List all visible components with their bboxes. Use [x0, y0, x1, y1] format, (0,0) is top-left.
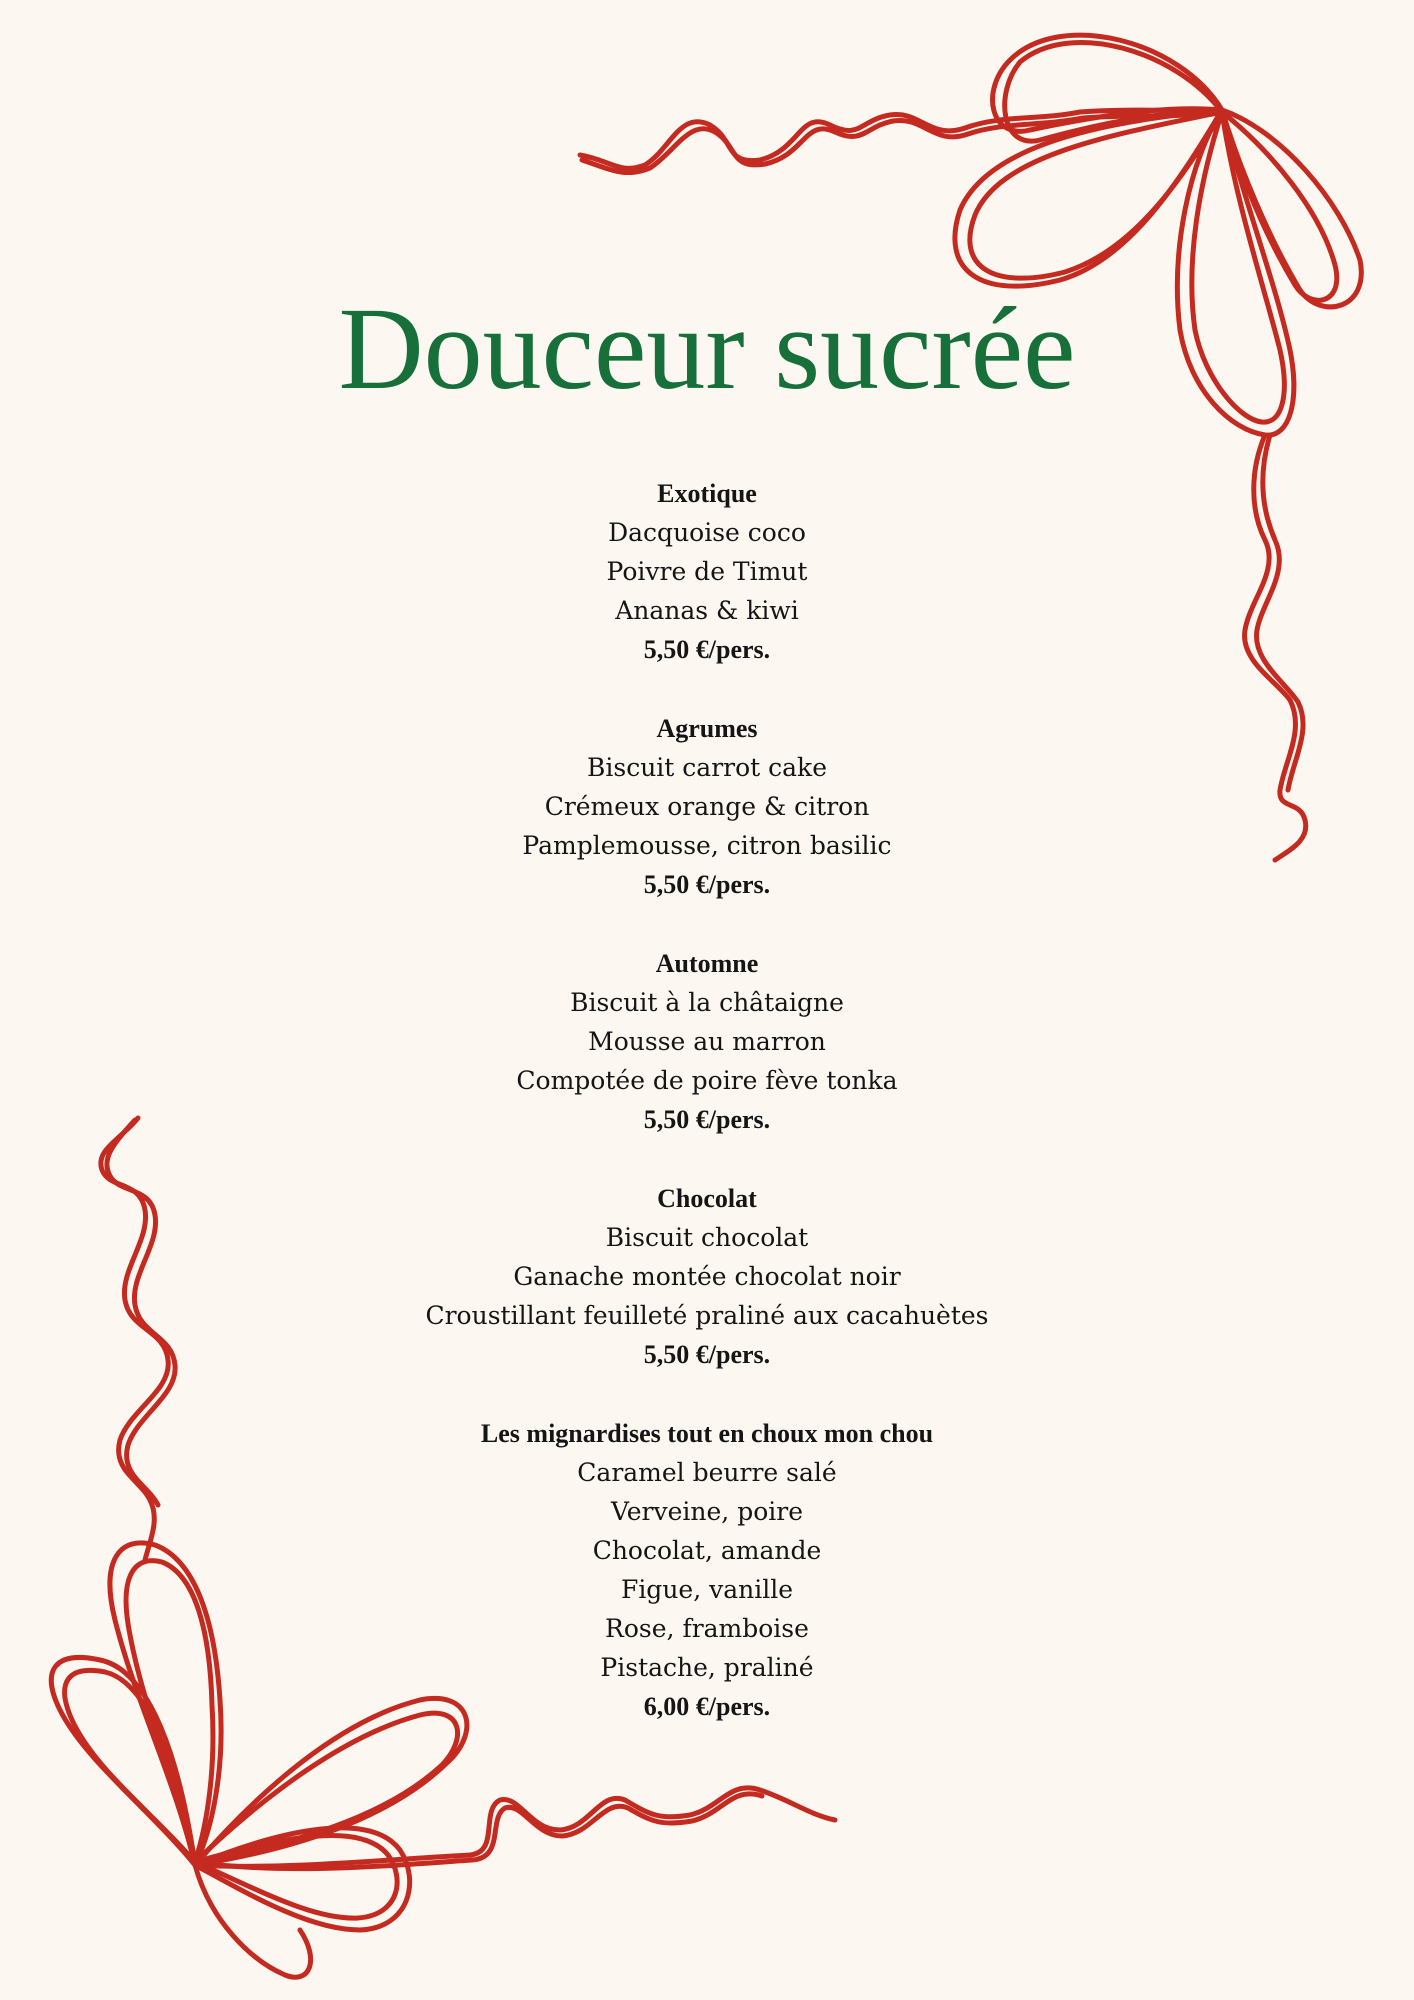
menu-section-exotique — [0, 474, 1414, 669]
menu-item: Mousse au marron — [588, 1027, 826, 1056]
menu-section-agrumes — [0, 709, 1414, 904]
menu-item: Pamplemousse, citron basilic — [522, 831, 892, 860]
menu-item: Biscuit carrot cake — [587, 753, 827, 782]
section-title: Automne — [655, 949, 759, 978]
menu-item: Croustillant feuilleté praliné aux cacahuètes — [425, 1301, 989, 1330]
section-title: Les mignardises tout en choux mon chou — [480, 1419, 934, 1448]
section-price: 5,50 €/pers. — [643, 870, 771, 899]
menu-item: Biscuit chocolat — [605, 1223, 809, 1252]
section-price: 6,00 €/pers. — [643, 1692, 771, 1721]
menu-item: Rose, framboise — [605, 1614, 809, 1643]
section-price: 5,50 €/pers. — [643, 1340, 771, 1369]
section-price: 5,50 €/pers. — [643, 1105, 771, 1134]
menu-item: Ananas & kiwi — [615, 596, 799, 625]
menu-item: Verveine, poire — [610, 1497, 803, 1526]
menu-item: Chocolat, amande — [592, 1536, 822, 1565]
menu-item: Compotée de poire fève tonka — [516, 1066, 898, 1095]
section-price: 5,50 €/pers. — [643, 635, 771, 664]
section-title: Agrumes — [656, 714, 758, 743]
menu-item: Pistache, praliné — [600, 1653, 814, 1682]
page-title: Douceur sucrée — [338, 283, 1076, 414]
menu-item: Caramel beurre salé — [577, 1458, 837, 1487]
menu-item: Poivre de Timut — [606, 557, 808, 586]
menu-item: Crémeux orange & citron — [544, 792, 870, 821]
menu-section-mignardises — [0, 1414, 1414, 1726]
section-title: Chocolat — [657, 1184, 757, 1213]
menu-item: Biscuit à la châtaigne — [570, 988, 844, 1017]
dessert-menu — [0, 474, 1414, 1766]
menu-item: Dacquoise coco — [608, 518, 806, 547]
menu-item: Ganache montée chocolat noir — [513, 1262, 901, 1291]
menu-section-automne — [0, 944, 1414, 1139]
menu-item: Figue, vanille — [620, 1575, 794, 1604]
menu-section-chocolat — [0, 1179, 1414, 1374]
section-title: Exotique — [657, 479, 757, 508]
